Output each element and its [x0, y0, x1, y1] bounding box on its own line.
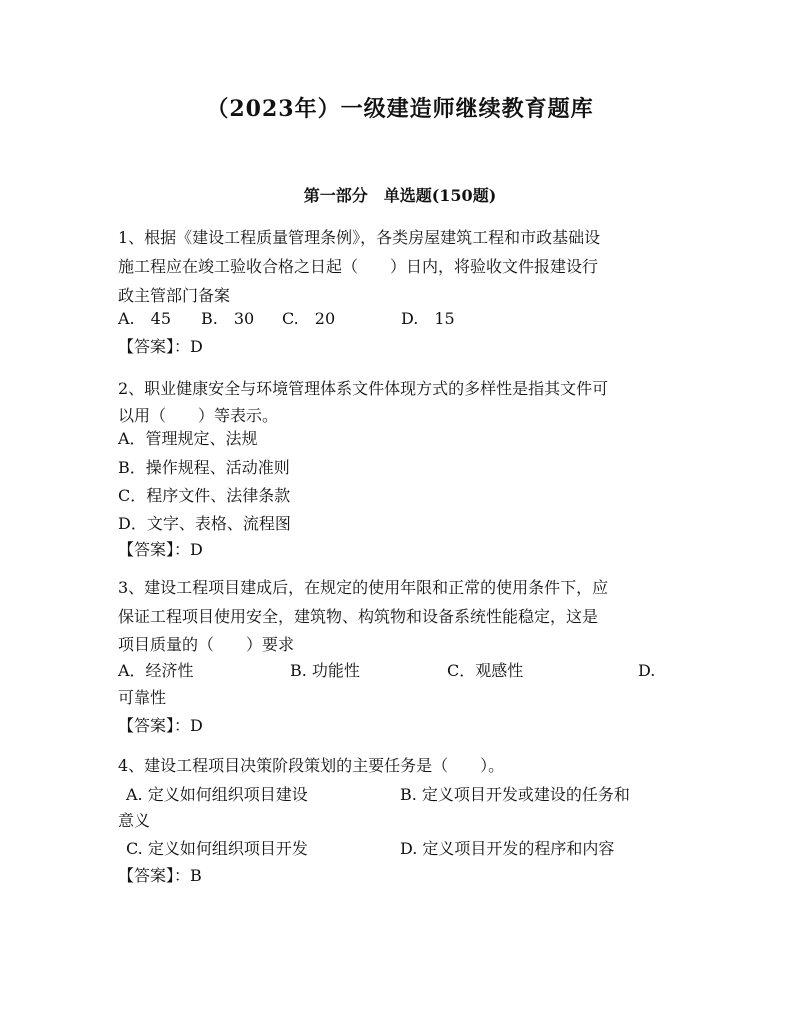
- question-4-option-b: B. 定义项目开发或建设的任务和: [400, 785, 630, 804]
- question-1-answer: 【答案】：D: [118, 337, 203, 356]
- question-1-option-a: A. 45: [118, 309, 172, 328]
- question-3-option-b: B. 功能性: [290, 661, 360, 680]
- question-3-option-d: D.: [638, 661, 656, 680]
- question-3-stem-line: 项目质量的（ ）要求: [118, 635, 295, 654]
- question-2-option-d: D．文字、表格、流程图: [118, 514, 291, 533]
- question-3-option-d-text: 可靠性: [118, 688, 167, 707]
- question-2-answer: 【答案】：D: [118, 540, 203, 559]
- section-title: 第一部分 单选题(150题): [303, 186, 497, 205]
- question-3-stem-line: 保证工程项目使用安全，建筑物、构筑物和设备系统性能稳定，这是: [118, 607, 599, 626]
- document-title: （2023年）一级建造师继续教育题库: [206, 96, 594, 122]
- question-2-option-b: B．操作规程、活动准则: [118, 458, 290, 477]
- question-4-option-b-continued: 意义: [118, 811, 151, 830]
- question-3-answer: 【答案】：D: [118, 716, 203, 735]
- question-1-option-c: C. 20: [282, 309, 336, 328]
- question-1-stem-line: 1、根据《建设工程质量管理条例》，各类房屋建筑工程和市政基础设: [118, 228, 601, 247]
- question-1-option-d: D. 15: [401, 309, 455, 328]
- question-4-stem-line: 4、建设工程项目决策阶段策划的主要任务是（ ）。: [118, 756, 505, 775]
- question-3-stem-line: 3、建设工程项目建成后，在规定的使用年限和正常的使用条件下，应: [118, 578, 609, 597]
- question-2-option-c: C．程序文件、法律条款: [118, 486, 291, 505]
- question-1-stem-line: 施工程应在竣工验收合格之日起（ ）日内，将验收文件报建设行: [118, 257, 599, 276]
- question-4-option-a: A. 定义如何组织项目建设: [126, 785, 308, 804]
- question-4-option-c: C. 定义如何组织项目开发: [126, 839, 308, 858]
- question-3-option-a: A．经济性: [118, 661, 194, 680]
- question-4-answer: 【答案】：B: [118, 866, 202, 885]
- question-2-stem-line: 2、职业健康安全与环境管理体系文件体现方式的多样性是指其文件可: [118, 379, 609, 398]
- question-1-stem-line: 政主管部门备案: [118, 286, 231, 305]
- question-1-option-b: B. 30: [201, 309, 255, 328]
- question-3-option-c: C．观感性: [447, 661, 524, 680]
- question-2-option-a: A．管理规定、法规: [118, 429, 258, 448]
- question-2-stem-line: 以用（ ）等表示。: [118, 406, 279, 425]
- question-4-option-d: D. 定义项目开发的程序和内容: [400, 839, 615, 858]
